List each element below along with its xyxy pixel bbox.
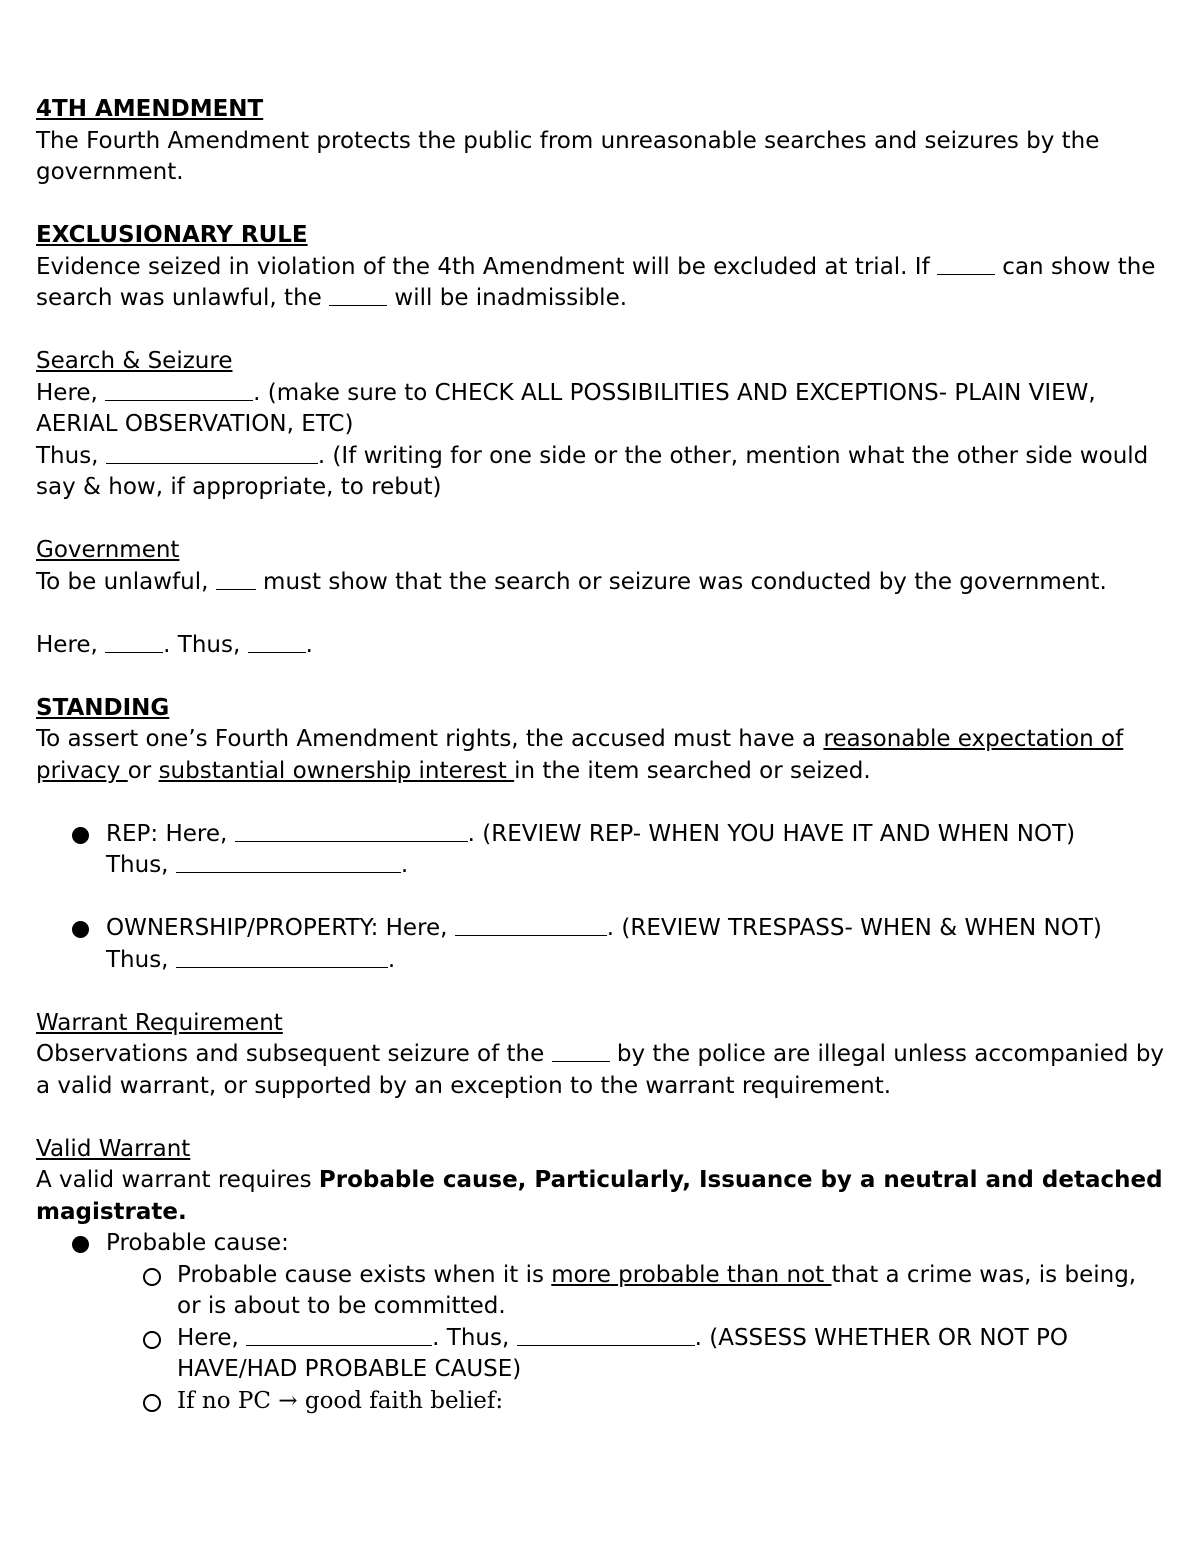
heading-government: Government (36, 537, 180, 563)
blank (176, 946, 388, 968)
list-item-rep: REP: Here, . (REVIEW REP- WHEN YOU HAVE IT AND WHEN NOT) Thus, . (36, 819, 1166, 882)
paragraph-government-rule: To be unlawful, must show that the search or seizure was conducted by the government. (36, 568, 1107, 595)
blank (248, 631, 306, 653)
paragraph-4th-amendment: The Fourth Amendment protects the public from unreasonable searches and seizures by the government. (36, 127, 1100, 185)
sublist-item-pc-here: Here, . Thus, . (ASSESS WHETHER OR NOT PO HAVE/HAD PROBABLE CAUSE) (36, 1323, 1166, 1386)
heading-4th-amendment: 4TH AMENDMENT (36, 96, 264, 122)
blank (106, 442, 318, 464)
blank (517, 1324, 695, 1346)
heading-exclusionary-rule: EXCLUSIONARY RULE (36, 222, 308, 248)
blank (176, 851, 401, 873)
blank (235, 820, 468, 842)
blank (552, 1040, 610, 1062)
paragraph-valid-warrant: A valid warrant requires Probable cause, Particularly, Issuance by a neutral and detached magistrate. (36, 1167, 1163, 1225)
blank (216, 568, 256, 590)
circle-bullet-icon (143, 1394, 161, 1412)
bullet-icon (72, 921, 89, 938)
blank (246, 1324, 432, 1346)
bullet-icon (72, 1236, 89, 1253)
sublist-item-good-faith: If no PC → good faith belief: (36, 1386, 1166, 1418)
document-body (36, 94, 1166, 1417)
blank (105, 379, 253, 401)
blank (937, 253, 995, 275)
blank (105, 631, 163, 653)
blank (329, 284, 387, 306)
list-item-ownership: OWNERSHIP/PROPERTY: Here, . (REVIEW TRESPASS- WHEN & WHEN NOT) Thus, . (36, 913, 1166, 976)
paragraph-government-here: Here, . Thus, . (36, 631, 313, 658)
bullet-icon (72, 827, 89, 844)
blank (455, 914, 607, 936)
circle-bullet-icon (143, 1268, 161, 1286)
list-item-probable-cause: Probable cause: (36, 1228, 1166, 1260)
paragraph-standing-rule: To assert one’s Fourth Amendment rights, the accused must have a reasonable expectation of privacy or substantial ownership interest in the item searched or seized. (36, 726, 1124, 784)
heading-standing: STANDING (36, 694, 170, 721)
paragraph-exclusionary-rule: Evidence seized in violation of the 4th Amendment will be excluded at trial. If can show the search was unlawful, the will be inadmissible. (36, 253, 1156, 311)
circle-bullet-icon (143, 1331, 161, 1349)
heading-warrant-requirement: Warrant Requirement (36, 1009, 283, 1036)
sublist-item-pc-definition: Probable cause exists when it is more probable than not that a crime was, is being, or is about to be committed. (36, 1260, 1166, 1323)
paragraph-search-thus: Thus, . (If writing for one side or the other, mention what the other side would say & how, if appropriate, to rebut) (36, 442, 1149, 500)
paragraph-warrant-requirement: Observations and subsequent seizure of the by the police are illegal unless accompanied by a valid warrant, or supported by an exception to the warrant requirement. (36, 1041, 1165, 1099)
heading-valid-warrant: Valid Warrant (36, 1135, 191, 1162)
paragraph-search-here: Here, . (make sure to CHECK ALL POSSIBILITIES AND EXCEPTIONS- PLAIN VIEW, AERIAL OBSERVATION, ETC) (36, 379, 1096, 437)
heading-search-seizure: Search & Seizure (36, 348, 233, 374)
